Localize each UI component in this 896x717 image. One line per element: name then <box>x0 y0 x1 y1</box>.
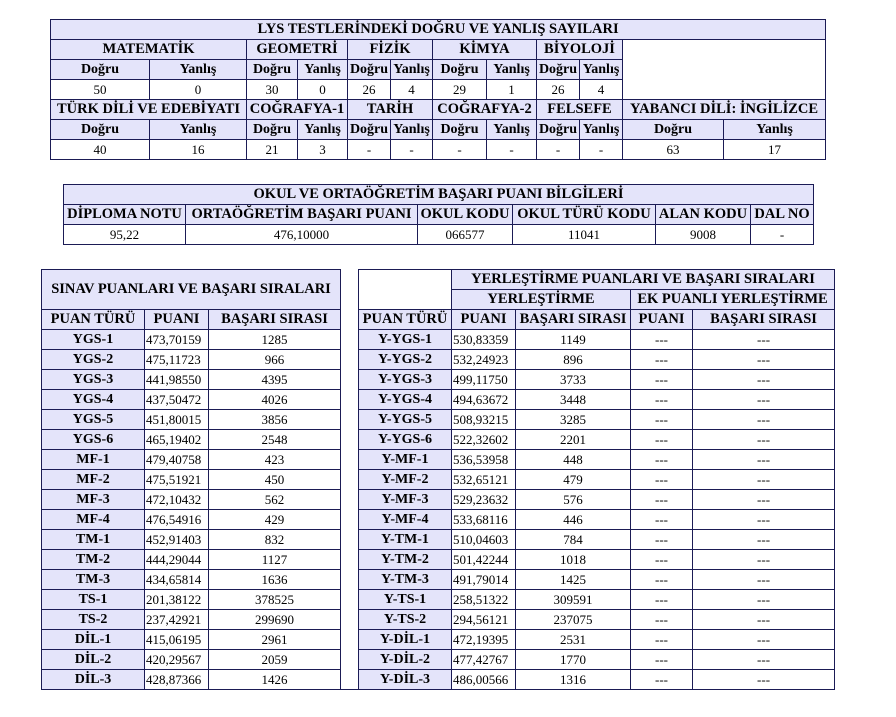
count-value: - <box>580 140 623 160</box>
subject-header: COĞRAFYA-2 <box>433 100 537 120</box>
basari-sirasi-cell: 832 <box>209 530 341 550</box>
ek-puan-cell: --- <box>631 610 693 630</box>
basari-sirasi-cell: 2548 <box>209 430 341 450</box>
y-puan-turu-cell: Y-TS-2 <box>359 610 452 630</box>
table-gap <box>341 610 359 630</box>
table-gap <box>341 270 359 330</box>
table-row <box>42 450 835 470</box>
ek-puan-cell: --- <box>631 630 693 650</box>
table-row <box>42 630 835 650</box>
y-puan-turu-cell: Y-TM-3 <box>359 570 452 590</box>
okul-kodu-value: 066577 <box>418 225 513 245</box>
col-header: PUANI <box>145 310 209 330</box>
table-gap <box>341 450 359 470</box>
ek-puan-cell: --- <box>631 490 693 510</box>
ek-basari-sirasi-cell: --- <box>693 490 835 510</box>
y-puan-cell: 494,63672 <box>452 390 516 410</box>
y-basari-sirasi-cell: 1149 <box>516 330 631 350</box>
y-puan-cell: 536,53958 <box>452 450 516 470</box>
table-row <box>42 390 835 410</box>
basari-sirasi-cell: 3856 <box>209 410 341 430</box>
count-value: 50 <box>51 80 150 100</box>
scores-table <box>41 269 835 690</box>
dy-label: Doğru <box>433 120 487 140</box>
diploma-notu-value: 95,22 <box>64 225 186 245</box>
y-puan-cell: 532,24923 <box>452 350 516 370</box>
ek-basari-sirasi-cell: --- <box>693 430 835 450</box>
count-value: 40 <box>51 140 150 160</box>
count-value: 26 <box>348 80 391 100</box>
y-puan-cell: 533,68116 <box>452 510 516 530</box>
y-basari-sirasi-cell: 576 <box>516 490 631 510</box>
ek-basari-sirasi-cell: --- <box>693 390 835 410</box>
subject-header: KİMYA <box>433 40 537 60</box>
okul-title: OKUL VE ORTAÖĞRETİM BAŞARI PUANI BİLGİLERİ <box>64 185 814 205</box>
y-basari-sirasi-cell: 479 <box>516 470 631 490</box>
dal-no-value: - <box>751 225 814 245</box>
y-basari-sirasi-cell: 237075 <box>516 610 631 630</box>
puan-cell: 201,38122 <box>145 590 209 610</box>
ek-puan-cell: --- <box>631 350 693 370</box>
table-gap <box>341 430 359 450</box>
puan-turu-cell: YGS-6 <box>42 430 145 450</box>
count-value: 21 <box>247 140 298 160</box>
col-header: PUAN TÜRÜ <box>359 310 452 330</box>
table-gap <box>341 410 359 430</box>
y-puan-turu-cell: Y-YGS-5 <box>359 410 452 430</box>
table-gap <box>341 350 359 370</box>
y-puan-turu-cell: Y-YGS-2 <box>359 350 452 370</box>
col-header: PUANI <box>452 310 516 330</box>
y-puan-cell: 477,42767 <box>452 650 516 670</box>
dy-label: Yanlış <box>298 120 348 140</box>
puan-cell: 437,50472 <box>145 390 209 410</box>
table-row <box>42 610 835 630</box>
puan-cell: 472,10432 <box>145 490 209 510</box>
okul-header: DİPLOMA NOTU <box>64 205 186 225</box>
empty-cell <box>623 40 826 100</box>
okul-header: DAL NO <box>751 205 814 225</box>
alan-kodu-value: 9008 <box>656 225 751 245</box>
y-puan-cell: 529,23632 <box>452 490 516 510</box>
puan-turu-cell: TM-1 <box>42 530 145 550</box>
table-row <box>42 490 835 510</box>
y-basari-sirasi-cell: 784 <box>516 530 631 550</box>
table-row <box>42 570 835 590</box>
basari-sirasi-cell: 299690 <box>209 610 341 630</box>
basari-sirasi-cell: 2961 <box>209 630 341 650</box>
count-value: - <box>391 140 433 160</box>
table-gap <box>341 510 359 530</box>
table-row <box>42 590 835 610</box>
dy-label: Doğru <box>623 120 724 140</box>
y-basari-sirasi-cell: 1018 <box>516 550 631 570</box>
y-puan-turu-cell: Y-MF-4 <box>359 510 452 530</box>
lys-title: LYS TESTLERİNDEKİ DOĞRU VE YANLIŞ SAYILARI <box>51 20 826 40</box>
y-puan-cell: 522,32602 <box>452 430 516 450</box>
count-value: - <box>348 140 391 160</box>
table-gap <box>341 590 359 610</box>
count-value: 3 <box>298 140 348 160</box>
subject-header: TARİH <box>348 100 433 120</box>
basari-sirasi-cell: 429 <box>209 510 341 530</box>
ek-basari-sirasi-cell: --- <box>693 630 835 650</box>
puan-turu-cell: DİL-3 <box>42 670 145 690</box>
ek-puan-cell: --- <box>631 410 693 430</box>
dy-label: Doğru <box>247 120 298 140</box>
count-value: 4 <box>580 80 623 100</box>
basari-sirasi-cell: 378525 <box>209 590 341 610</box>
y-basari-sirasi-cell: 2201 <box>516 430 631 450</box>
yerlestirme-group: YERLEŞTİRME <box>452 290 631 310</box>
ek-puan-cell: --- <box>631 430 693 450</box>
y-basari-sirasi-cell: 896 <box>516 350 631 370</box>
y-puan-turu-cell: Y-TM-2 <box>359 550 452 570</box>
ek-puan-cell: --- <box>631 370 693 390</box>
table-row <box>42 410 835 430</box>
ek-puan-cell: --- <box>631 670 693 690</box>
puan-cell: 451,80015 <box>145 410 209 430</box>
okul-header: ALAN KODU <box>656 205 751 225</box>
y-basari-sirasi-cell: 3733 <box>516 370 631 390</box>
col-header: PUANI <box>631 310 693 330</box>
ek-basari-sirasi-cell: --- <box>693 650 835 670</box>
y-puan-turu-cell: Y-YGS-4 <box>359 390 452 410</box>
table-gap <box>341 490 359 510</box>
puan-cell: 473,70159 <box>145 330 209 350</box>
y-puan-cell: 532,65121 <box>452 470 516 490</box>
ek-puan-cell: --- <box>631 650 693 670</box>
dy-label: Doğru <box>51 60 150 80</box>
y-basari-sirasi-cell: 1770 <box>516 650 631 670</box>
count-value: 4 <box>391 80 433 100</box>
y-puan-cell: 258,51322 <box>452 590 516 610</box>
empty-cell <box>359 270 452 310</box>
table-gap <box>341 670 359 690</box>
puan-turu-cell: TM-3 <box>42 570 145 590</box>
count-value: 0 <box>298 80 348 100</box>
count-value: - <box>433 140 487 160</box>
ek-basari-sirasi-cell: --- <box>693 510 835 530</box>
puan-turu-cell: YGS-2 <box>42 350 145 370</box>
puan-cell: 441,98550 <box>145 370 209 390</box>
subject-header: FİZİK <box>348 40 433 60</box>
table-row <box>42 650 835 670</box>
y-basari-sirasi-cell: 448 <box>516 450 631 470</box>
y-basari-sirasi-cell: 1316 <box>516 670 631 690</box>
count-value: - <box>537 140 580 160</box>
y-basari-sirasi-cell: 309591 <box>516 590 631 610</box>
ek-puan-cell: --- <box>631 330 693 350</box>
ek-basari-sirasi-cell: --- <box>693 570 835 590</box>
dy-label: Doğru <box>537 60 580 80</box>
okul-header: OKUL TÜRÜ KODU <box>513 205 656 225</box>
y-puan-cell: 530,83359 <box>452 330 516 350</box>
dy-label: Yanlış <box>298 60 348 80</box>
y-puan-cell: 508,93215 <box>452 410 516 430</box>
okul-header: ORTAÖĞRETİM BAŞARI PUANI <box>186 205 418 225</box>
count-value: 1 <box>487 80 537 100</box>
table-row <box>42 510 835 530</box>
puan-turu-cell: MF-3 <box>42 490 145 510</box>
table-row <box>42 350 835 370</box>
ek-basari-sirasi-cell: --- <box>693 450 835 470</box>
y-puan-cell: 501,42244 <box>452 550 516 570</box>
basari-sirasi-cell: 2059 <box>209 650 341 670</box>
dy-label: Yanlış <box>580 120 623 140</box>
y-puan-turu-cell: Y-DİL-1 <box>359 630 452 650</box>
subject-header: TÜRK DİLİ VE EDEBİYATI <box>51 100 247 120</box>
table-gap <box>341 570 359 590</box>
col-header: PUAN TÜRÜ <box>42 310 145 330</box>
puan-cell: 428,87366 <box>145 670 209 690</box>
puan-turu-cell: TM-2 <box>42 550 145 570</box>
puan-cell: 237,42921 <box>145 610 209 630</box>
y-puan-cell: 294,56121 <box>452 610 516 630</box>
dy-label: Doğru <box>51 120 150 140</box>
y-puan-turu-cell: Y-TM-1 <box>359 530 452 550</box>
basari-sirasi-cell: 966 <box>209 350 341 370</box>
table-row <box>42 370 835 390</box>
subject-header: COĞRAFYA-1 <box>247 100 348 120</box>
y-puan-cell: 510,04603 <box>452 530 516 550</box>
table-row <box>42 530 835 550</box>
dy-label: Doğru <box>537 120 580 140</box>
ek-puan-cell: --- <box>631 590 693 610</box>
table-gap <box>341 650 359 670</box>
puan-turu-cell: MF-1 <box>42 450 145 470</box>
ek-puan-cell: --- <box>631 470 693 490</box>
y-basari-sirasi-cell: 1425 <box>516 570 631 590</box>
count-value: 26 <box>537 80 580 100</box>
basari-sirasi-cell: 4026 <box>209 390 341 410</box>
puan-turu-cell: DİL-1 <box>42 630 145 650</box>
puan-turu-cell: YGS-3 <box>42 370 145 390</box>
table-row <box>42 550 835 570</box>
ek-puan-cell: --- <box>631 510 693 530</box>
table-gap <box>341 550 359 570</box>
dy-label: Doğru <box>348 120 391 140</box>
dy-label: Yanlış <box>150 60 247 80</box>
puan-turu-cell: TS-1 <box>42 590 145 610</box>
subject-header: BİYOLOJİ <box>537 40 623 60</box>
puan-cell: 420,29567 <box>145 650 209 670</box>
puan-cell: 434,65814 <box>145 570 209 590</box>
table-gap <box>341 390 359 410</box>
ek-puan-cell: --- <box>631 450 693 470</box>
y-puan-cell: 472,19395 <box>452 630 516 650</box>
basari-sirasi-cell: 562 <box>209 490 341 510</box>
basari-sirasi-cell: 4395 <box>209 370 341 390</box>
count-value: 16 <box>150 140 247 160</box>
ek-basari-sirasi-cell: --- <box>693 670 835 690</box>
count-value: 29 <box>433 80 487 100</box>
dy-label: Yanlış <box>391 60 433 80</box>
subject-header: YABANCI DİLİ: İNGİLİZCE <box>623 100 826 120</box>
basari-sirasi-cell: 450 <box>209 470 341 490</box>
table-row <box>42 330 835 350</box>
table-gap <box>341 630 359 650</box>
ek-puan-cell: --- <box>631 390 693 410</box>
y-puan-turu-cell: Y-TS-1 <box>359 590 452 610</box>
ek-puan-cell: --- <box>631 570 693 590</box>
y-puan-cell: 499,11750 <box>452 370 516 390</box>
y-basari-sirasi-cell: 446 <box>516 510 631 530</box>
okul-header: OKUL KODU <box>418 205 513 225</box>
basari-sirasi-cell: 423 <box>209 450 341 470</box>
col-header: BAŞARI SIRASI <box>209 310 341 330</box>
puan-cell: 475,51921 <box>145 470 209 490</box>
y-puan-turu-cell: Y-MF-3 <box>359 490 452 510</box>
basari-sirasi-cell: 1636 <box>209 570 341 590</box>
puan-cell: 479,40758 <box>145 450 209 470</box>
ek-basari-sirasi-cell: --- <box>693 610 835 630</box>
ek-basari-sirasi-cell: --- <box>693 350 835 370</box>
col-header: BAŞARI SIRASI <box>693 310 835 330</box>
ek-basari-sirasi-cell: --- <box>693 470 835 490</box>
lys-table <box>50 19 826 160</box>
puan-turu-cell: YGS-1 <box>42 330 145 350</box>
table-gap <box>341 330 359 350</box>
table-row <box>42 470 835 490</box>
dy-label: Yanlış <box>150 120 247 140</box>
subject-header: MATEMATİK <box>51 40 247 60</box>
y-puan-turu-cell: Y-MF-2 <box>359 470 452 490</box>
ek-puan-cell: --- <box>631 530 693 550</box>
puan-cell: 465,19402 <box>145 430 209 450</box>
dy-label: Doğru <box>247 60 298 80</box>
ek-basari-sirasi-cell: --- <box>693 410 835 430</box>
sinav-title: SINAV PUANLARI VE BAŞARI SIRALARI <box>42 270 341 310</box>
table-gap <box>341 530 359 550</box>
subject-header: GEOMETRİ <box>247 40 348 60</box>
subject-header: FELSEFE <box>537 100 623 120</box>
basari-sirasi-cell: 1127 <box>209 550 341 570</box>
table-gap <box>341 470 359 490</box>
y-basari-sirasi-cell: 3448 <box>516 390 631 410</box>
obp-value: 476,10000 <box>186 225 418 245</box>
count-value: - <box>487 140 537 160</box>
y-puan-turu-cell: Y-YGS-1 <box>359 330 452 350</box>
table-row <box>42 670 835 690</box>
ek-basari-sirasi-cell: --- <box>693 590 835 610</box>
ek-basari-sirasi-cell: --- <box>693 330 835 350</box>
count-value: 17 <box>724 140 826 160</box>
table-gap <box>341 370 359 390</box>
puan-cell: 476,54916 <box>145 510 209 530</box>
ek-puanli-group: EK PUANLI YERLEŞTİRME <box>631 290 835 310</box>
col-header: BAŞARI SIRASI <box>516 310 631 330</box>
puan-turu-cell: DİL-2 <box>42 650 145 670</box>
puan-cell: 444,29044 <box>145 550 209 570</box>
puan-turu-cell: YGS-5 <box>42 410 145 430</box>
ek-basari-sirasi-cell: --- <box>693 530 835 550</box>
ek-puan-cell: --- <box>631 550 693 570</box>
y-basari-sirasi-cell: 3285 <box>516 410 631 430</box>
puan-cell: 415,06195 <box>145 630 209 650</box>
puan-turu-cell: MF-4 <box>42 510 145 530</box>
dy-label: Yanlış <box>487 120 537 140</box>
dy-label: Yanlış <box>580 60 623 80</box>
puan-turu-cell: YGS-4 <box>42 390 145 410</box>
okul-turu-kodu-value: 11041 <box>513 225 656 245</box>
puan-cell: 452,91403 <box>145 530 209 550</box>
basari-sirasi-cell: 1285 <box>209 330 341 350</box>
count-value: 0 <box>150 80 247 100</box>
y-basari-sirasi-cell: 2531 <box>516 630 631 650</box>
puan-turu-cell: MF-2 <box>42 470 145 490</box>
y-puan-cell: 491,79014 <box>452 570 516 590</box>
basari-sirasi-cell: 1426 <box>209 670 341 690</box>
puan-cell: 475,11723 <box>145 350 209 370</box>
count-value: 30 <box>247 80 298 100</box>
count-value: 63 <box>623 140 724 160</box>
okul-table <box>63 184 814 245</box>
y-puan-turu-cell: Y-DİL-3 <box>359 670 452 690</box>
dy-label: Yanlış <box>724 120 826 140</box>
y-puan-turu-cell: Y-DİL-2 <box>359 650 452 670</box>
y-puan-turu-cell: Y-YGS-3 <box>359 370 452 390</box>
ek-basari-sirasi-cell: --- <box>693 370 835 390</box>
yerlestirme-title: YERLEŞTİRME PUANLARI VE BAŞARI SIRALARI <box>452 270 835 290</box>
dy-label: Yanlış <box>487 60 537 80</box>
ek-basari-sirasi-cell: --- <box>693 550 835 570</box>
y-puan-cell: 486,00566 <box>452 670 516 690</box>
puan-turu-cell: TS-2 <box>42 610 145 630</box>
table-row <box>42 430 835 450</box>
dy-label: Doğru <box>433 60 487 80</box>
y-puan-turu-cell: Y-YGS-6 <box>359 430 452 450</box>
dy-label: Yanlış <box>391 120 433 140</box>
dy-label: Doğru <box>348 60 391 80</box>
y-puan-turu-cell: Y-MF-1 <box>359 450 452 470</box>
